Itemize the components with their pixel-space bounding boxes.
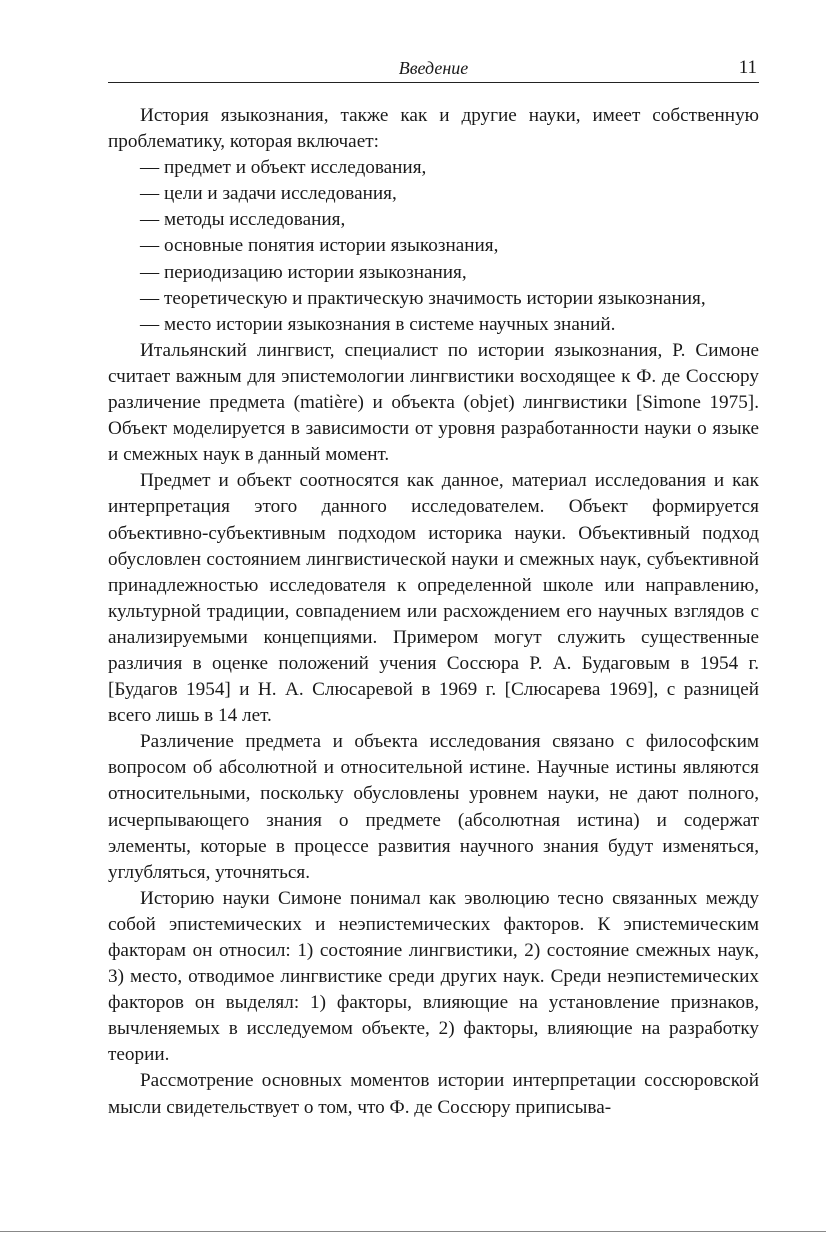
paragraph-intro: История языкознания, также как и другие науки, имеет собственную проблематику, которая включает:	[108, 105, 759, 153]
page-number: 11	[738, 57, 757, 78]
list-item: — предмет и объект исследования,	[140, 157, 427, 179]
paragraph-saussure: Рассмотрение основных моментов истории интерпретации соссюровской мысли свидетельствует о том, что Ф. де Соссюру приписыва-	[108, 1070, 759, 1118]
page-edge-line	[0, 1231, 826, 1232]
paragraph-simone: Итальянский лингвист, специалист по истории языкознания, Р. Симоне считает важным для эпистемологии лингвистики восходящее к Ф. де Соссюру различение предмета (matière) и объекта (objet) лингвистики [Simone 1975]. Объект моделируется в зависимости от уровня разработанности науки о языке и смежных наук в данный момент.	[108, 339, 759, 466]
list-item: — периодизацию истории языкознания,	[140, 261, 467, 283]
paragraph-truth: Различение предмета и объекта исследования связано с философским вопросом об абсолютной и относительной истине. Научные истины являются относительными, поскольку обусловлены уровнем науки, не дают полного, исчерпывающего знания о предмете (абсолютная истина) и содержат элементы, которые в процессе развития научного знания будут изменяться, углубляться, уточняться.	[108, 731, 759, 883]
paragraph-subject-object: Предмет и объект соотносятся как данное, материал исследования и как интерпретация этого данного исследователем. Объект формируется объективно-субъективным подходом историка науки. Объективный подход обусловлен состоянием лингвистической науки и смежных наук, субъективной принадлежностью исследователя к определенной школе или направлению, культурной традиции, совпадением или расхождением его научных взглядов с анализируемыми концепциями. Примером могут служить существенные различия в оценке положений учения Соссюра Р. А. Будаговым в 1954 г. [Будагов 1954] и Н. А. Слюсаревой в 1969 г. [Слюсарева 1969], с разницей всего лишь в 14 лет.	[108, 470, 759, 727]
list-item: — основные понятия истории языкознания,	[140, 235, 499, 257]
list-item: — место истории языкознания в системе научных знаний.	[140, 313, 616, 335]
body-text	[108, 103, 759, 1121]
running-header	[108, 56, 759, 83]
running-title: Введение	[398, 58, 469, 78]
list-item: — теоретическую и практическую значимость истории языкознания,	[140, 287, 706, 309]
paragraph-history: Историю науки Симоне понимал как эволюцию тесно связанных между собой эпистемических и неэпистемических факторов. К эпистемическим факторам он относил: 1) состояние лингвистики, 2) состояние смежных наук, 3) место, отводимое лингвистике среди других наук. Среди неэпистемических факторов он выделял: 1) факторы, влияющие на установление признаков, вычленяемых в исследуемом объекте, 2) факторы, влияющие на разработку теории.	[108, 887, 759, 1066]
list-item: — методы исследования,	[140, 209, 346, 231]
list-item: — цели и задачи исследования,	[140, 183, 397, 205]
